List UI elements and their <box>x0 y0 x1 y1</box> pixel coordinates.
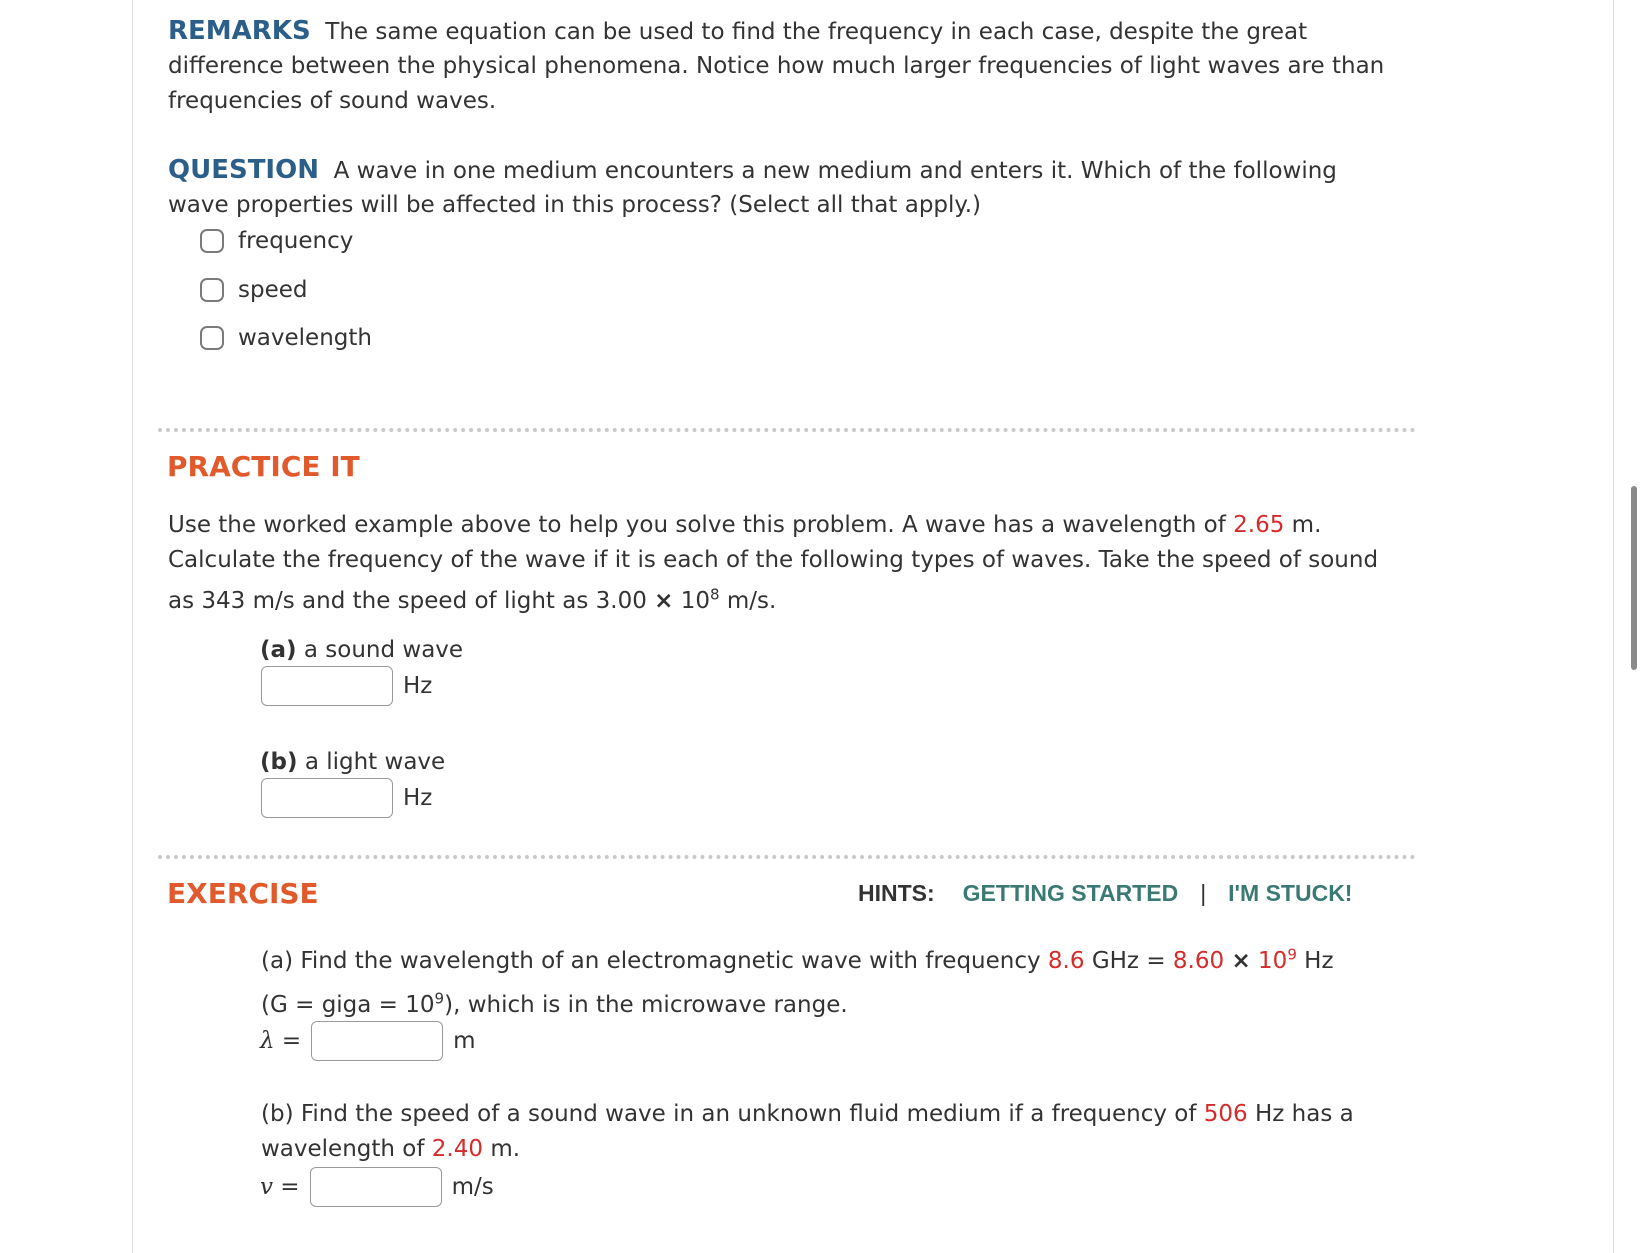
remarks-label: REMARKS <box>168 16 311 46</box>
exercise-b-answer-input[interactable] <box>310 1167 442 1207</box>
practice-exponent: 8 <box>710 585 720 604</box>
part-a-prompt <box>260 633 463 668</box>
exercise-a-answer-input[interactable] <box>311 1021 443 1061</box>
checkbox-frequency[interactable] <box>200 229 224 253</box>
exercise-b-answer-unit: m/s <box>451 1174 494 1200</box>
exercise-b-line1 <box>261 1097 1354 1132</box>
exercise-a-power-exp: 9 <box>1287 945 1297 964</box>
hints-label: HINTS: <box>858 880 935 906</box>
part-b-prompt <box>260 745 445 780</box>
practice-line2: Calculate the frequency of the wave if it is each of the following types of waves. Take the speed of sound <box>168 547 1379 573</box>
exercise-a-text-2: GHz = <box>1091 948 1166 974</box>
section-divider-2 <box>158 855 1416 859</box>
question-label: QUESTION <box>168 155 319 185</box>
remarks-line3: frequencies of sound waves. <box>168 88 497 114</box>
exercise-b-text-1: (b) Find the speed of a sound wave in an unknown fluid medium if a frequency of <box>261 1101 1197 1127</box>
exercise-b-wavelength: 2.40 <box>431 1136 483 1162</box>
exercise-a-frequency-hz: 8.60 <box>1172 948 1225 974</box>
practice-wavelength-value: 2.65 <box>1233 512 1285 538</box>
exercise-b-answer-row <box>260 1167 494 1207</box>
practice-text-1b: m. <box>1291 512 1322 538</box>
hints-bar <box>858 880 1352 907</box>
exercise-b-text-2: Hz has a <box>1254 1101 1354 1127</box>
part-b-answer-row <box>261 778 432 818</box>
option-speed-label: speed <box>238 277 308 303</box>
hint-separator: | <box>1200 880 1207 906</box>
part-a-answer-input[interactable] <box>261 666 393 706</box>
remarks-line1 <box>168 14 1307 50</box>
section-divider <box>158 428 1416 432</box>
part-b-text: a light wave <box>304 749 446 775</box>
exercise-a-answer-unit: m <box>453 1028 476 1054</box>
practice-text-3b: 10 <box>680 588 711 614</box>
remarks-text-1: The same equation can be used to find the frequency in each case, despite the great <box>325 19 1308 45</box>
exercise-a-line2-exp: 9 <box>434 989 445 1008</box>
practice-heading: PRACTICE IT <box>167 450 360 483</box>
exercise-a-answer-row <box>260 1021 476 1061</box>
option-speed[interactable] <box>200 277 307 303</box>
exercise-a-frequency: 8.6 <box>1047 948 1085 974</box>
question-text-1: A wave in one medium encounters a new medium and enters it. Which of the following <box>333 158 1337 184</box>
times-symbol: × <box>654 588 674 614</box>
v-label: v = <box>260 1174 300 1200</box>
part-a-text: a sound wave <box>303 637 464 663</box>
option-frequency-label: frequency <box>238 228 354 254</box>
exercise-a-line2-text-a: (G = giga = 10 <box>261 992 435 1018</box>
remarks-line2: difference between the physical phenomena. Notice how much larger frequencies of light waves are than <box>168 53 1385 79</box>
exercise-a-line2 <box>261 988 848 1023</box>
checkbox-wavelength[interactable] <box>200 326 224 350</box>
hint-getting-started-link[interactable]: GETTING STARTED <box>962 880 1179 906</box>
exercise-a-line2-text-b: ), which is in the microwave range. <box>444 992 848 1018</box>
option-wavelength-label: wavelength <box>238 325 372 351</box>
exercise-a-power <box>1258 945 1297 974</box>
practice-text-1: Use the worked example above to help you solve this problem. A wave has a wavelength of <box>168 512 1226 538</box>
exercise-heading: EXERCISE <box>167 877 319 910</box>
exercise-b-line2-text-b: m. <box>490 1136 521 1162</box>
exercise-a-times: × <box>1231 948 1251 974</box>
scrollbar-thumb[interactable] <box>1631 486 1637 670</box>
option-frequency[interactable] <box>200 228 353 254</box>
exercise-a-power-base: 10 <box>1258 948 1288 974</box>
exercise-a-unit-hz: Hz <box>1304 948 1334 974</box>
part-b-unit: Hz <box>403 785 433 811</box>
hint-im-stuck-link[interactable]: I'M STUCK! <box>1228 880 1353 906</box>
lambda-label: λ = <box>260 1028 302 1054</box>
practice-text-3a: as 343 m/s and the speed of light as 3.00 <box>168 588 647 614</box>
part-a-answer-row <box>261 666 432 706</box>
question-line1 <box>168 153 1337 189</box>
practice-line1 <box>168 508 1321 543</box>
exercise-b-line2 <box>261 1132 520 1167</box>
part-b-answer-input[interactable] <box>261 778 393 818</box>
part-b-label: (b) <box>260 749 298 775</box>
option-wavelength[interactable] <box>200 325 372 351</box>
exercise-a-text-1: (a) Find the wavelength of an electromagnetic wave with frequency <box>261 948 1041 974</box>
part-a-unit: Hz <box>403 673 433 699</box>
question-line2: wave properties will be affected in this process? (Select all that apply.) <box>168 192 982 218</box>
part-a-label: (a) <box>260 637 297 663</box>
practice-text-3c: m/s. <box>726 588 777 614</box>
checkbox-speed[interactable] <box>200 278 224 302</box>
exercise-b-frequency: 506 <box>1203 1101 1248 1127</box>
practice-line3 <box>168 584 776 619</box>
exercise-a-line1 <box>261 944 1334 979</box>
exercise-b-line2-text-a: wavelength of <box>261 1136 425 1162</box>
